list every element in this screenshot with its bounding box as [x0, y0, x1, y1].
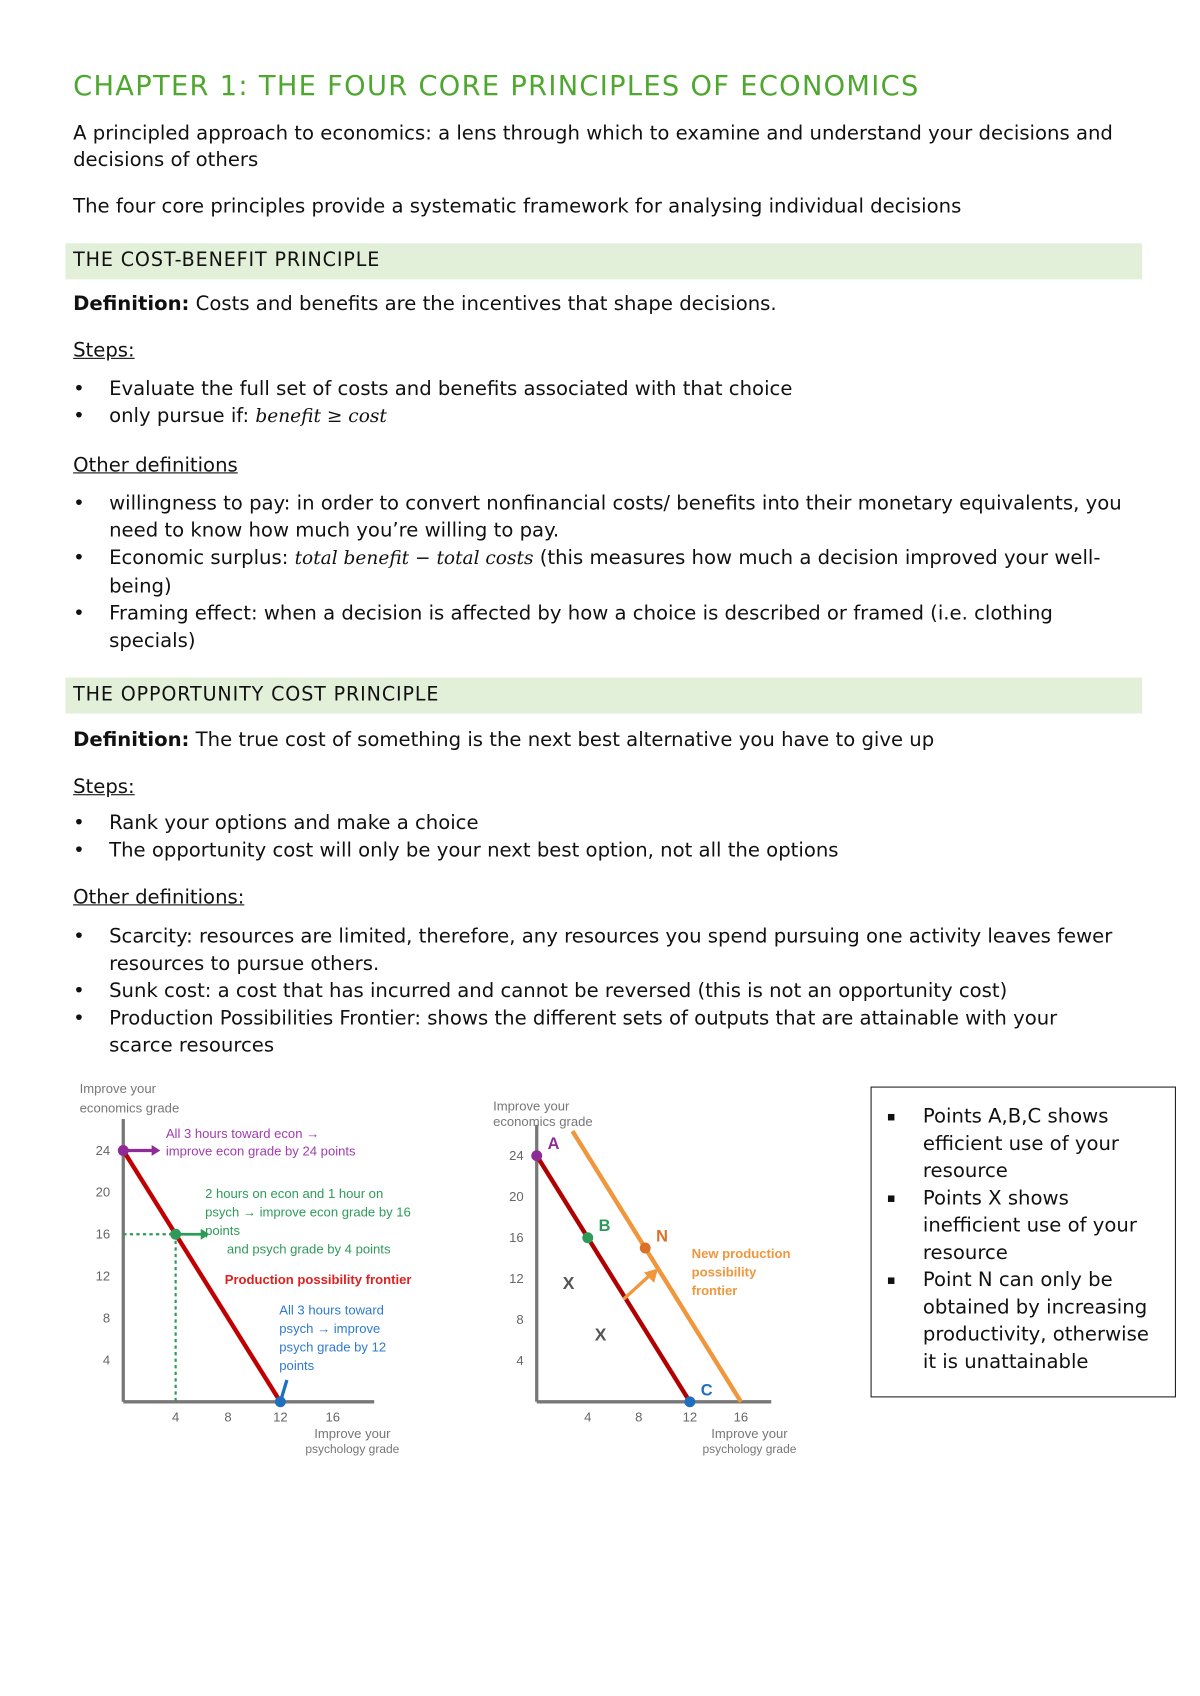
- list-item-text: Framing effect: when a decision is affected by how a choice is described or framed (i.e. clothing specials): [109, 602, 1053, 653]
- annotation: psych grade by 12: [279, 1339, 387, 1355]
- section-heading-cost-benefit: [65, 243, 1142, 279]
- x-tick-label: 12: [682, 1409, 698, 1425]
- chapter-title: CHAPTER 1: THE FOUR CORE PRINCIPLES OF ECONOMICS: [73, 69, 920, 102]
- list-item: [73, 403, 1120, 431]
- y-tick-label: 4: [516, 1353, 524, 1369]
- steps-label: Steps:: [73, 775, 135, 799]
- section-heading-text: THE COST-BENEFIT PRINCIPLE: [73, 249, 381, 272]
- x-axis-label: Improve your: [314, 1425, 391, 1441]
- annotation: improve econ grade by 24 points: [165, 1143, 356, 1159]
- y-axis-label: Improve your: [79, 1081, 156, 1097]
- list-item: [73, 490, 1126, 545]
- y-tick-label: 12: [95, 1268, 111, 1284]
- y-tick-label: 8: [102, 1310, 111, 1326]
- annotation: psych → improve econ grade by 16: [205, 1204, 411, 1220]
- annotation: Production possibility frontier: [224, 1271, 412, 1287]
- y-tick-label: 24: [509, 1148, 524, 1164]
- x-tick-label: 4: [584, 1409, 592, 1425]
- point-label: X: [594, 1324, 607, 1345]
- x-axis-label: psychology grade: [702, 1442, 797, 1457]
- list-item: [73, 600, 1126, 655]
- annotation: New production: [691, 1245, 791, 1261]
- y-tick-label: 24: [95, 1142, 111, 1158]
- x-tick-label: 12: [273, 1409, 288, 1425]
- x-tick-label: 4: [171, 1409, 180, 1425]
- y-tick-label: 16: [509, 1230, 524, 1246]
- x-tick-label: 8: [635, 1409, 643, 1425]
- new-ppf-chart: [491, 1091, 851, 1462]
- x-axis-label: psychology grade: [305, 1442, 400, 1457]
- list-item: ▪ Points A,B,C shows efficient use of your resource: [872, 1103, 1164, 1185]
- y-tick-label: 20: [95, 1184, 111, 1200]
- x-tick-label: 16: [733, 1409, 749, 1425]
- annotation: and psych grade by 4 points: [226, 1241, 391, 1257]
- definition-text: Costs and benefits are the incentives that shape decisions.: [189, 292, 777, 316]
- x-axis-label: Improve your: [711, 1425, 788, 1441]
- definition: [73, 729, 934, 752]
- other-definitions-label: Other definitions: [73, 453, 238, 477]
- steps-list: [73, 375, 1120, 431]
- steps-label: Steps:: [73, 339, 135, 363]
- notes-list: [872, 1103, 1175, 1376]
- annotation: points: [279, 1358, 315, 1374]
- list-item-text: Production Possibilities Frontier: shows the different sets of outputs that are attainable with your scarce resources: [109, 1006, 1058, 1058]
- annotation: points: [205, 1222, 240, 1238]
- y-axis-label: economics grade: [493, 1113, 593, 1129]
- other-definitions-list: [73, 490, 1126, 655]
- y-axis-label: Improve your: [493, 1098, 570, 1114]
- definition-label: Definition:: [73, 292, 190, 316]
- intro-paragraph: A principled approach to economics: a lens through which to examine and understand your decisions and decisions of others: [73, 122, 1113, 172]
- point-label: X: [562, 1273, 575, 1294]
- ppf-chart: [71, 1080, 442, 1462]
- definition-label: Definition:: [73, 728, 190, 752]
- list-item: [73, 544, 1126, 600]
- arrow-head: [152, 1145, 161, 1156]
- intro-paragraph-2: The four core principles provide a systematic framework for analysing individual decisions: [73, 195, 962, 219]
- y-tick-label: 8: [516, 1312, 524, 1328]
- list-item: [73, 923, 1120, 978]
- list-item-text: Economic surplus:: [109, 546, 295, 570]
- list-item-text: Evaluate the full set of costs and benefits associated with that choice: [109, 377, 793, 401]
- list-item-text: Sunk cost: a cost that has incurred and cannot be reversed (this is not an opportunity cost): [109, 979, 1008, 1003]
- list-item: [73, 837, 1120, 864]
- other-definitions-label: Other definitions:: [73, 885, 245, 909]
- list-item-text: willingness to pay: in order to convert nonfinancial costs/ benefits into their monetary equivalents, you need to know how much you’re willing to pay.: [109, 491, 1122, 543]
- shift-arrow: [624, 1274, 652, 1300]
- definition: [73, 292, 777, 315]
- section-heading-text: THE OPPORTUNITY COST PRINCIPLE: [73, 683, 440, 706]
- point-label: C: [700, 1381, 713, 1400]
- other-definitions-list: [73, 923, 1120, 1059]
- list-item-text: Scarcity: resources are limited, therefore, any resources you spend pursuing one activity leaves fewer resources to pursue others.: [109, 925, 1113, 976]
- point-label: A: [547, 1135, 560, 1154]
- x-tick-label: 8: [224, 1409, 232, 1425]
- formula: total benefit − total costs: [294, 547, 534, 570]
- point-label: N: [656, 1227, 668, 1246]
- annotation: All 3 hours toward econ →: [165, 1125, 320, 1141]
- annotation: possibility: [691, 1264, 757, 1280]
- definition-text: The true cost of something is the next best alternative you have to give up: [189, 728, 935, 752]
- y-axis-label: economics grade: [79, 1100, 180, 1116]
- list-item: [73, 375, 1120, 402]
- list-item-text: (this measures how much a decision improved your well-being): [109, 546, 1101, 598]
- section-heading-opportunity-cost: [65, 677, 1142, 713]
- y-tick-label: 12: [509, 1271, 524, 1287]
- data-point: [531, 1150, 542, 1161]
- y-tick-label: 16: [95, 1226, 111, 1242]
- annotation: All 3 hours toward: [279, 1302, 384, 1318]
- x-tick-label: 16: [325, 1409, 340, 1425]
- list-item: ▪ Point N can only be obtained by increasing productivity, otherwise it is unattainable: [872, 1267, 1164, 1376]
- y-tick-label: 4: [102, 1352, 111, 1368]
- list-item: [73, 977, 1120, 1004]
- data-point: [684, 1396, 695, 1407]
- point-label: B: [598, 1217, 611, 1236]
- steps-list: [73, 809, 1120, 864]
- notes-box: [871, 1087, 1176, 1398]
- formula: benefit ≥ cost: [255, 405, 387, 428]
- list-item-text: Rank your options and make a choice: [109, 811, 479, 835]
- annotation: psych → improve: [279, 1321, 381, 1337]
- y-tick-label: 20: [509, 1189, 524, 1205]
- list-item-text: The opportunity cost will only be your next best option, not all the options: [109, 838, 839, 862]
- list-item-text: only pursue if:: [109, 404, 256, 428]
- list-item: [73, 809, 1120, 836]
- data-point: [582, 1232, 593, 1243]
- data-point: [640, 1243, 651, 1254]
- list-item: ▪ Points X shows inefficient use of your resource: [872, 1185, 1164, 1267]
- list-item: [73, 1005, 1120, 1060]
- annotation: frontier: [691, 1282, 738, 1298]
- annotation: 2 hours on econ and 1 hour on: [205, 1185, 384, 1201]
